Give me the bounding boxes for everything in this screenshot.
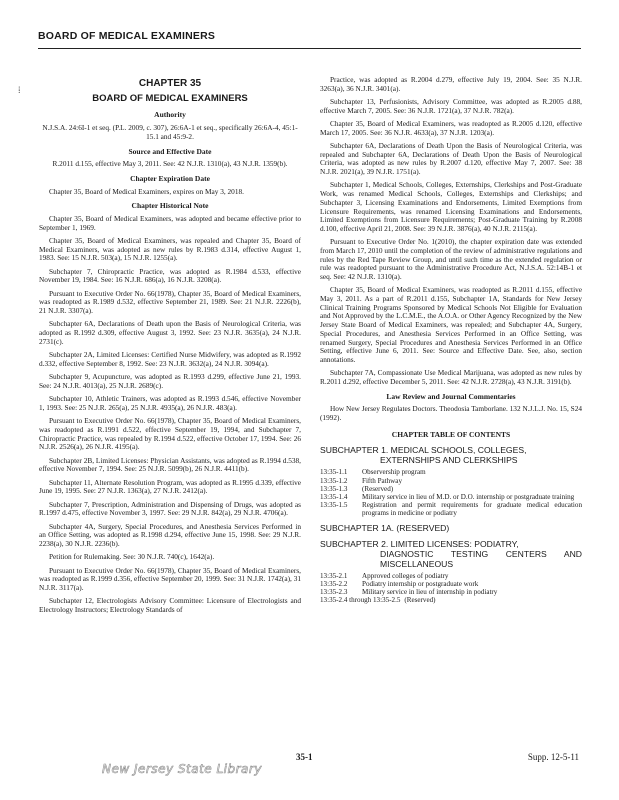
toc-entry-number: 13:35-1.3	[320, 484, 348, 493]
history-paragraph: Pursuant to Executive Order No. 66(1978), Chapter 35, Board of Medical Examiners, was readopted as R.1999 d.356, effective September 20, 1999. See: 31 N.J.R. 1742(a), 31 N.J.R. 3117(a).	[39, 565, 301, 592]
toc-subchapter	[320, 523, 582, 533]
toc-entry	[320, 580, 582, 588]
margin-mark: ⁞	[18, 85, 21, 95]
toc-entry-number: 13:35-2.4 through 13:35-2.5	[320, 596, 401, 605]
running-head: BOARD OF MEDICAL EXAMINERS	[38, 30, 216, 42]
chapter-number: CHAPTER 35	[138, 78, 202, 89]
history-paragraph: Pursuant to Executive Order No. 1(2010), the chapter expiration date was extended from March 17, 2010 until the completion of the review of administrative regulations and rules by the Red Tape Review Group, and until such time as the extended regulation or rule was readopted pursuant to the Administrative Procedure Act, N.J.S.A. 52:14B-1 et seq. See: 42 N.J.R. 1310(a).	[320, 237, 582, 282]
subchapter-heading-line: SUBCHAPTER 2. LIMITED LICENSES: PODIATRY,	[320, 539, 519, 550]
right-column	[320, 76, 582, 610]
left-column	[39, 76, 301, 619]
history-paragraph: Pursuant to Executive Order No. 66(1978), Chapter 35, Board of Medical Examiners, was readopted as R.1989 d.532, effective September 21, 1989. See: 21 N.J.R. 2226(b), 21 N.J.R. 3307(a).	[39, 288, 301, 316]
toc-entry-title: Military service in lieu of internship in podiatry	[362, 588, 498, 597]
expiration-text: Chapter 35, Board of Medical Examiners, expires on May 3, 2018.	[49, 186, 244, 196]
toc-subchapter	[320, 445, 582, 517]
history-paragraph: Subchapter 4A, Surgery, Special Procedures, and Anesthesia Services Performed in an Office Setting, was adopted as R.1998 d.294, effective June 15, 1998. See: 29 N.J.R. 2238(a), 30 N.J.R. 2236(b).	[39, 521, 301, 548]
toc-list	[320, 445, 582, 604]
history-paragraph: Practice, was adopted as R.2004 d.279, effective July 19, 2004. See: 35 N.J.R. 3263(a), 36 N.J.R. 3401(a).	[320, 75, 582, 93]
history-paragraph: Subchapter 6A, Declarations of Death upon the Basis of Neurological Criteria, was adopted as R.1992 d.309, effective August 3, 1992. See: 23 N.J.R. 3635(a), 24 N.J.R. 2731(c).	[39, 319, 301, 346]
expiration-heading: Chapter Expiration Date	[130, 173, 210, 183]
history-paragraph: Chapter 35, Board of Medical Examiners, was readopted as R.2005 d.120, effective March 17, 2005. See: 36 N.J.R. 4633(a), 37 N.J.R. 1203(a).	[320, 119, 582, 137]
toc-entry	[320, 572, 582, 580]
subchapter-heading	[320, 523, 582, 533]
toc-entry-title: Registration and permit requirements for graduate medical education programs in medicine or podiatry	[362, 500, 582, 517]
toc-entry	[320, 501, 582, 517]
history-paragraph: Subchapter 10, Athletic Trainers, was adopted as R.1993 d.546, effective November 1, 1993. See: 25 N.J.R. 265(a), 25 N.J.R. 4935(a), 26 N.J.R. 483(a).	[39, 394, 301, 412]
toc-entry-number: 13:35-2.1	[320, 572, 348, 581]
toc-entry	[320, 588, 582, 596]
history-paragraph: Subchapter 1, Medical Schools, Colleges, Externships, Clerkships and Post-Graduate Work, was renamed Medical Schools, Colleges, Externships and Clerkships; and Subchapter 3, Licensing Examinations and Endorsements, Limited Exemptions from Licensure Requirements, was renamed Licensing Examinations and Endorsements, Limited Exemptions from Licensure Requirements; Post-Graduate Training by R.2008 d.100, effective April 21, 2008. See: 39 N.J.R. 3876(a), 40 N.J.R. 2115(a).	[320, 180, 582, 233]
history-paragraph: Pursuant to Executive Order No. 66(1978), Chapter 35, Board of Medical Examiners, was readopted as R.1991 d.522, effective September 19, 1994, and Subchapter 7, Chiropractic Practice, was repealed by R.1994 d.522, effective October 17, 1994. See: 26 N.J.R. 2526(a), 26 N.J.R. 4195(a).	[39, 416, 301, 452]
subchapter-heading	[320, 445, 582, 465]
toc-entry-title: Fifth Pathway	[362, 476, 402, 485]
source-heading: Source and Effective Date	[128, 146, 212, 156]
law-review-heading: Law Review and Journal Commentaries	[386, 391, 516, 401]
subchapter-heading-line: DIAGNOSTIC TESTING CENTERS AND MISCELLANEOUS	[380, 549, 582, 570]
history-paragraph: Subchapter 7, Chiropractic Practice, was adopted as R.1984 d.533, effective November 19, 1984. See: 16 N.J.R. 686(a), 16 N.J.R. 3208(a).	[39, 266, 301, 285]
history-heading: Chapter Historical Note	[131, 201, 209, 211]
law-review-text: How New Jersey Regulates Doctors. Theodosia Tamborlane. 132 N.J.L.J. No. 15, S24 (1992).	[320, 404, 582, 423]
subchapter-heading-line: SUBCHAPTER 1. MEDICAL SCHOOLS, COLLEGES,	[320, 445, 527, 456]
history-paragraph: Subchapter 12, Electrologists Advisory Committee: Licensure of Electrologists and Electrology Instructors; Electrology Standards of	[39, 596, 301, 614]
chapter-title: BOARD OF MEDICAL EXAMINERS	[92, 92, 248, 104]
toc-entry-number: 13:35-2.3	[320, 588, 348, 597]
toc-subchapter	[320, 539, 582, 604]
history-paragraph: Subchapter 7, Prescription, Administration and Dispensing of Drugs, was adopted as R.1997 d.475, effective November 3, 1997. See: 29 N.J.R. 842(a), 29 N.J.R. 4706(a).	[39, 499, 301, 518]
authority-text: N.J.S.A. 24:6I-1 et seq. (P.L. 2009, c. 307), 26:6A-1 et seq., specifically 26:6A-4, 45:1-15.1 and 45:9-2.	[42, 123, 298, 141]
toc-entry	[320, 596, 582, 604]
subchapter-heading-line: SUBCHAPTER 1A. (RESERVED)	[320, 523, 450, 534]
toc-entry-title: Approved colleges of podiatry	[362, 572, 449, 581]
toc-entry-number: 13:35-1.5	[320, 500, 348, 509]
toc-entry	[320, 468, 582, 476]
toc-heading: CHAPTER TABLE OF CONTENTS	[391, 429, 511, 439]
history-paragraph: Chapter 35, Board of Medical Examiners, was readopted as R.2011 d.155, effective May 3, 2011. As a part of R.2011 d.155, Subchapter 1A, Standards for New Jersey Clinical Training Programs Sponsored by Medical Schools Not Eligible for Evaluation and Not Approved by the L.C.M.E., the A.O.A. or Other Agency Recognized by the New Jersey State Board of Medical Examiners, was repealed; and Subchapter 4A, Surgery, Special Procedures, and Anesthesia Services Performed in an Office Setting, was renamed Surgery, Special Procedures and Anesthesia Services Performed in an Office Setting, effective June 6, 2011. See: Source and Effective Date. See, also, section annotations.	[320, 285, 582, 364]
history-paragraph: Subchapter 2A, Limited Licenses: Certified Nurse Midwifery, was adopted as R.1992 d.332, effective September 8, 1992. See: 23 N.J.R. 3632(a), 24 N.J.R. 3094(a).	[39, 350, 301, 368]
toc-entry-title: Observership program	[362, 468, 426, 477]
history-paragraph: Subchapter 6A, Declarations of Death Upon the Basis of Neurological Criteria, was repealed and Subchapter 6A, Declarations of Death Upon the Basis of Neurological Criteria, was adopted as new rules by R.2007 d.120, effective May 7, 2007. See: 38 N.J.R. 2021(a), 39 N.J.R. 1751(a).	[320, 141, 582, 177]
supplement-date: Supp. 12-5-11	[527, 752, 579, 762]
authority-heading: Authority	[154, 110, 186, 120]
history-paragraph: Subchapter 2B, Limited Licenses: Physician Assistants, was adopted as R.1994 d.538, effective November 7, 1994. See: 25 N.J.R. 5099(b), 26 N.J.R. 4411(b).	[39, 455, 301, 474]
header-rule	[38, 48, 581, 49]
toc-entry-title: (Reserved)	[362, 484, 394, 493]
toc-entry-title: Podiatry internship or postgraduate work	[362, 580, 479, 589]
history-left-paragraphs	[39, 215, 301, 615]
page-number: 35-1	[296, 752, 313, 762]
toc-entry-number: 13:35-1.2	[320, 476, 348, 485]
history-paragraph: Subchapter 13, Perfusionists, Advisory Committee, was adopted as R.2005 d.88, effective March 7, 2005. See: 36 N.J.R. 1721(a), 37 N.J.R. 782(a).	[320, 97, 582, 115]
history-paragraph: Chapter 35, Board of Medical Examiners, was repealed and Chapter 35, Board of Medical Examiners, was adopted as new rules by R.1983 d.314, effective August 1, 1983. See: 15 N.J.R. 503(a), 15 N.J.R. 1255(a).	[39, 236, 301, 263]
history-right-paragraphs	[320, 76, 582, 387]
subchapter-heading-line: EXTERNSHIPS AND CLERKSHIPS	[380, 455, 518, 466]
source-text: R.2011 d.155, effective May 3, 2011. See: 42 N.J.R. 1310(a), 43 N.J.R. 1359(b).	[52, 159, 288, 169]
history-paragraph: Petition for Rulemaking. See: 30 N.J.R. 740(c), 1642(a).	[49, 552, 215, 562]
toc-entry-title: (Reserved)	[404, 596, 436, 605]
toc-entry	[320, 493, 582, 501]
toc-entry	[320, 485, 582, 493]
toc-entry	[320, 477, 582, 485]
toc-entry-number: 13:35-1.1	[320, 468, 348, 477]
history-paragraph: Chapter 35, Board of Medical Examiners, was adopted and became effective prior to September 1, 1969.	[39, 214, 301, 232]
toc-entry-title: Military service in lieu of M.D. or D.O. internship or postgraduate training	[362, 492, 575, 501]
toc-entry-number: 13:35-1.4	[320, 492, 348, 501]
history-paragraph: Subchapter 7A, Compassionate Use Medical Marijuana, was adopted as new rules by R.2011 d.292, effective December 5, 2011. See: 42 N.J.R. 2728(a), 43 N.J.R. 3191(b).	[320, 368, 582, 386]
subchapter-heading	[320, 539, 582, 569]
history-paragraph: Subchapter 11, Alternate Resolution Program, was adopted as R.1995 d.339, effective June 19, 1995. See: 27 N.J.R. 1363(a), 27 N.J.R. 2412(a).	[39, 477, 301, 496]
history-paragraph: Subchapter 9, Acupuncture, was adopted as R.1993 d.299, effective June 21, 1993. See: 24 N.J.R. 4013(a), 25 N.J.R. 2689(c).	[39, 372, 301, 390]
toc-entry-number: 13:35-2.2	[320, 580, 348, 589]
library-stamp: New Jersey State Library	[102, 762, 262, 776]
